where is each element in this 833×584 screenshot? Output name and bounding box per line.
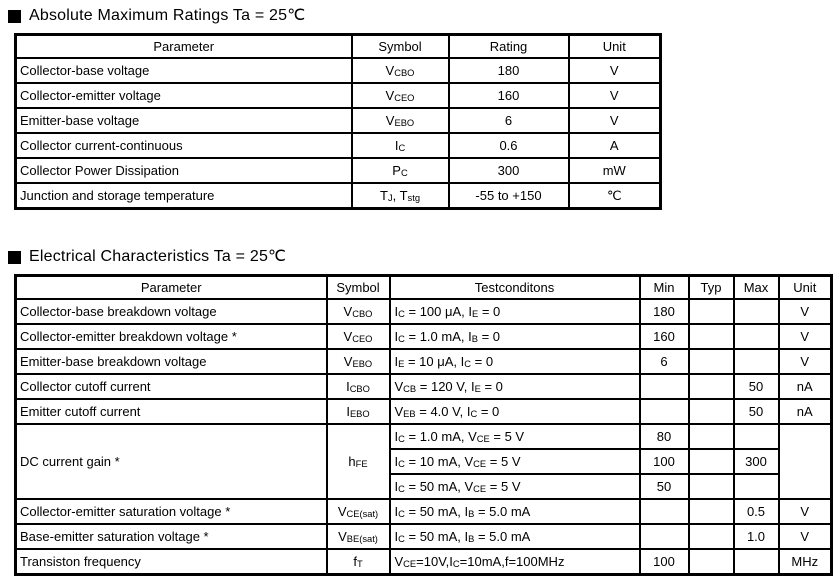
min-cell: 100 (640, 449, 689, 474)
conditions-cell: $V_{CB} = 120$ V, $I_E = 0$ (390, 374, 640, 399)
symbol-cell: $V_{CE(sat)}$ (327, 499, 390, 524)
column-header-unit: Unit (569, 35, 661, 59)
unit-cell: V (779, 524, 832, 549)
max-cell: 300 (734, 449, 779, 474)
max-cell (734, 299, 779, 324)
elec-table (14, 274, 833, 576)
typ-cell (689, 499, 734, 524)
column-header-rating: Rating (449, 35, 569, 59)
typ-cell (689, 474, 734, 499)
typ-cell (689, 449, 734, 474)
unit-cell: nA (779, 374, 832, 399)
table-row (16, 424, 832, 449)
min-cell (640, 499, 689, 524)
column-header-min: Min (640, 276, 689, 300)
unit-cell: V (779, 499, 832, 524)
symbol-cell: $V_{BE(sat)}$ (327, 524, 390, 549)
max-cell: 50 (734, 374, 779, 399)
table-row (16, 549, 832, 575)
table-row (16, 108, 661, 133)
max-cell: 0.5 (734, 499, 779, 524)
max-cell (734, 349, 779, 374)
parameter-cell: Collector-emitter saturation voltage * (16, 499, 327, 524)
table-row (16, 374, 832, 399)
parameter-cell: Collector-base voltage (16, 58, 352, 83)
conditions-cell: $V_{CE}=10V,I_C=10mA,f=100MHz$ (390, 549, 640, 575)
unit-cell: ℃ (569, 183, 661, 209)
parameter-cell: Collector cutoff current (16, 374, 327, 399)
max-cell: 1.0 (734, 524, 779, 549)
max-cell (734, 474, 779, 499)
symbol-cell: $V_{EBO}$ (352, 108, 449, 133)
table-row (16, 499, 832, 524)
typ-cell (689, 424, 734, 449)
symbol-cell: $V_{CEO}$ (352, 83, 449, 108)
unit-cell: A (569, 133, 661, 158)
table-row (16, 58, 661, 83)
symbol-cell: $T_J$, $T_{stg}$ (352, 183, 449, 209)
rating-cell: 0.6 (449, 133, 569, 158)
section-bullet-icon (8, 251, 21, 264)
table-row (16, 299, 832, 324)
typ-cell (689, 299, 734, 324)
table-row (16, 399, 832, 424)
min-cell (640, 399, 689, 424)
conditions-cell: $I_C = 50$ mA, $I_B = 5.0$ mA (390, 499, 640, 524)
column-header-parameter: Parameter (16, 276, 327, 300)
typ-cell (689, 524, 734, 549)
symbol-cell: $V_{CBO}$ (352, 58, 449, 83)
table-row (16, 349, 832, 374)
conditions-cell: $I_C = 1.0$ mA, $I_B = 0$ (390, 324, 640, 349)
min-cell (640, 374, 689, 399)
unit-cell: MHz (779, 549, 832, 575)
parameter-cell: Collector-base breakdown voltage (16, 299, 327, 324)
max-cell (734, 324, 779, 349)
rating-cell: 160 (449, 83, 569, 108)
elec-section-title (8, 248, 833, 266)
min-cell (640, 524, 689, 549)
elec-title-text: Electrical Characteristics Ta = 25℃ (29, 248, 287, 265)
symbol-cell: $f_T$ (327, 549, 390, 575)
min-cell: 180 (640, 299, 689, 324)
abs-max-section-title (8, 0, 833, 25)
conditions-cell: $I_E = 10$ μA, $I_C = 0$ (390, 349, 640, 374)
parameter-cell: Emitter cutoff current (16, 399, 327, 424)
column-header-unit: Unit (779, 276, 832, 300)
parameter-cell: DC current gain * (16, 424, 327, 499)
symbol-cell: $P_C$ (352, 158, 449, 183)
max-cell: 50 (734, 399, 779, 424)
symbol-cell: $h_{FE}$ (327, 424, 390, 499)
unit-cell: V (779, 299, 832, 324)
unit-cell: mW (569, 158, 661, 183)
unit-cell: V (569, 108, 661, 133)
column-header-typ: Typ (689, 276, 734, 300)
conditions-cell: $I_C = 10$ mA, $V_{CE} = 5$ V (390, 449, 640, 474)
column-header-max: Max (734, 276, 779, 300)
typ-cell (689, 374, 734, 399)
table-row (16, 324, 832, 349)
typ-cell (689, 549, 734, 575)
conditions-cell: $I_C = 50$ mA, $I_B = 5.0$ mA (390, 524, 640, 549)
parameter-cell: Junction and storage temperature (16, 183, 352, 209)
abs-max-table (14, 33, 662, 210)
column-header-parameter: Parameter (16, 35, 352, 59)
rating-cell: 180 (449, 58, 569, 83)
symbol-cell: $I_{CBO}$ (327, 374, 390, 399)
rating-cell: -55 to +150 (449, 183, 569, 209)
min-cell: 160 (640, 324, 689, 349)
min-cell: 50 (640, 474, 689, 499)
typ-cell (689, 399, 734, 424)
column-header-symbol: Symbol (327, 276, 390, 300)
symbol-cell: $I_{EBO}$ (327, 399, 390, 424)
parameter-cell: Collector-emitter voltage (16, 83, 352, 108)
parameter-cell: Collector Power Dissipation (16, 158, 352, 183)
parameter-cell: Emitter-base breakdown voltage (16, 349, 327, 374)
column-header-symbol: Symbol (352, 35, 449, 59)
section-bullet-icon (8, 10, 21, 23)
parameter-cell: Collector current-continuous (16, 133, 352, 158)
max-cell (734, 549, 779, 575)
unit-cell: V (779, 324, 832, 349)
symbol-cell: $V_{EBO}$ (327, 349, 390, 374)
conditions-cell: $I_C = 100$ μA, $I_E = 0$ (390, 299, 640, 324)
symbol-cell: $V_{CBO}$ (327, 299, 390, 324)
unit-cell: V (779, 349, 832, 374)
table-row (16, 524, 832, 549)
elec-header-row (16, 276, 832, 300)
table-row (16, 183, 661, 209)
min-cell: 100 (640, 549, 689, 575)
unit-cell (779, 424, 832, 499)
conditions-cell: $V_{EB} = 4.0$ V, $I_C = 0$ (390, 399, 640, 424)
table-row (16, 158, 661, 183)
abs-max-title-text: Absolute Maximum Ratings Ta = 25℃ (29, 7, 306, 24)
typ-cell (689, 349, 734, 374)
parameter-cell: Base-emitter saturation voltage * (16, 524, 327, 549)
table-row (16, 83, 661, 108)
conditions-cell: $I_C = 50$ mA, $V_{CE} = 5$ V (390, 474, 640, 499)
rating-cell: 300 (449, 158, 569, 183)
parameter-cell: Transiston frequency (16, 549, 327, 575)
symbol-cell: $V_{CEO}$ (327, 324, 390, 349)
conditions-cell: $I_C = 1.0$ mA, $V_{CE} = 5$ V (390, 424, 640, 449)
unit-cell: V (569, 83, 661, 108)
unit-cell: V (569, 58, 661, 83)
rating-cell: 6 (449, 108, 569, 133)
unit-cell: nA (779, 399, 832, 424)
parameter-cell: Collector-emitter breakdown voltage * (16, 324, 327, 349)
max-cell (734, 424, 779, 449)
symbol-cell: $I_C$ (352, 133, 449, 158)
typ-cell (689, 324, 734, 349)
column-header-testconditions: Testconditons (390, 276, 640, 300)
parameter-cell: Emitter-base voltage (16, 108, 352, 133)
abs-max-header-row (16, 35, 661, 59)
min-cell: 6 (640, 349, 689, 374)
table-row (16, 133, 661, 158)
min-cell: 80 (640, 424, 689, 449)
